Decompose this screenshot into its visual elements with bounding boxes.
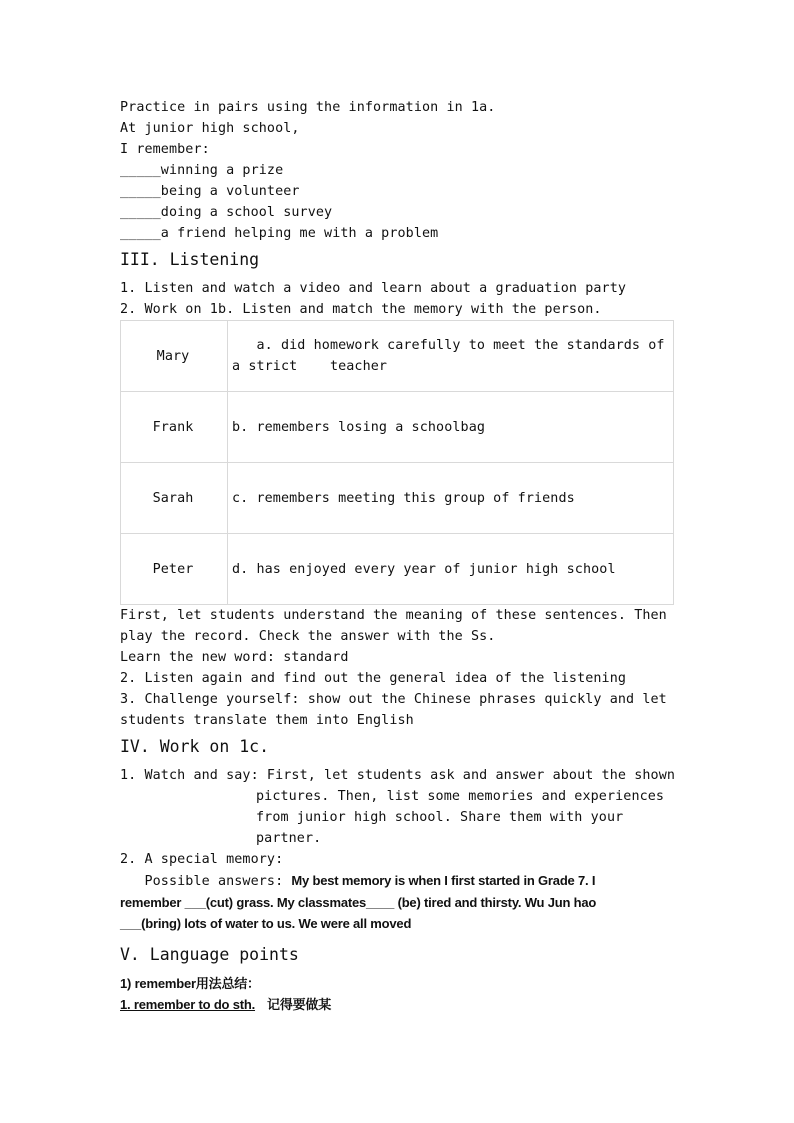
memory-text-line: a strict teacher: [232, 359, 388, 374]
intro-line: _____being a volunteer: [120, 184, 300, 199]
work-1c-block: [120, 765, 680, 934]
watch-line: pictures. Then, list some memories and experiences: [256, 789, 665, 804]
language-point: [120, 994, 680, 1016]
table-row: [121, 392, 674, 463]
watch-text: First, let students ask and answer about the shown: [266, 768, 676, 783]
table-row: [121, 534, 674, 605]
section-heading-language-points: V. Language points: [120, 945, 299, 964]
watch-line: [120, 765, 680, 786]
note-line: students translate them into English: [120, 713, 414, 728]
intro-block: [120, 97, 680, 244]
note-line: First, let students understand the meaning of these sentences. Then: [120, 608, 667, 623]
listening-item: 2. Work on 1b. Listen and match the memory with the person.: [120, 302, 602, 317]
language-points-block: [120, 973, 680, 1016]
possible-answer-text: My best memory is when I first started in Grade 7. I: [291, 873, 596, 888]
language-point-en: 1. remember to do sth.: [120, 997, 256, 1012]
person-cell: Peter: [121, 534, 228, 605]
table-row: [121, 463, 674, 534]
watch-line: from junior high school. Share them with your: [256, 810, 624, 825]
table-row: [121, 321, 674, 392]
intro-line: _____winning a prize: [120, 163, 284, 178]
memory-cell: [228, 321, 674, 392]
person-cell: Mary: [121, 321, 228, 392]
memory-cell: b. remembers losing a schoolbag: [228, 392, 674, 463]
memory-cell: c. remembers meeting this group of friends: [228, 463, 674, 534]
watch-line: partner.: [256, 831, 322, 846]
intro-line: Practice in pairs using the information in 1a.: [120, 100, 496, 115]
note-line: Learn the new word: standard: [120, 650, 349, 665]
possible-answer-text: remember ___(cut) grass. My classmates____ (be) tired and thirsty. Wu Jun hao: [120, 895, 597, 910]
listening-item: 1. Listen and watch a video and learn about a graduation party: [120, 281, 627, 296]
note-line: 2. Listen again and find out the general idea of the listening: [120, 671, 627, 686]
language-point: 1) remember用法总结：: [120, 976, 260, 991]
listening-items: [120, 278, 680, 320]
special-memory-label: 2. A special memory:: [120, 852, 284, 867]
listening-notes: [120, 605, 680, 731]
possible-answers-line: [120, 870, 680, 892]
memory-text-line: a. did homework carefully to meet the standards of: [232, 338, 665, 353]
intro-line: _____doing a school survey: [120, 205, 333, 220]
intro-line: I remember:: [120, 142, 210, 157]
note-line: play the record. Check the answer with the Ss.: [120, 629, 496, 644]
person-cell: Frank: [121, 392, 228, 463]
memory-cell: d. has enjoyed every year of junior high school: [228, 534, 674, 605]
section-heading-work-1c: IV. Work on 1c.: [120, 737, 270, 756]
match-table: [120, 320, 674, 605]
possible-answer-text: ___(bring) lots of water to us. We were all moved: [120, 916, 412, 931]
intro-line: _____a friend helping me with a problem: [120, 226, 439, 241]
section-heading-listening: III. Listening: [120, 250, 260, 269]
document-page: [120, 97, 680, 1016]
note-line: 3. Challenge yourself: show out the Chinese phrases quickly and let: [120, 692, 667, 707]
person-cell: Sarah: [121, 463, 228, 534]
possible-label: Possible answers:: [120, 874, 292, 889]
language-point-cn: 记得要做某: [267, 997, 332, 1012]
intro-line: At junior high school,: [120, 121, 300, 136]
watch-label: 1. Watch and say:: [120, 768, 267, 783]
